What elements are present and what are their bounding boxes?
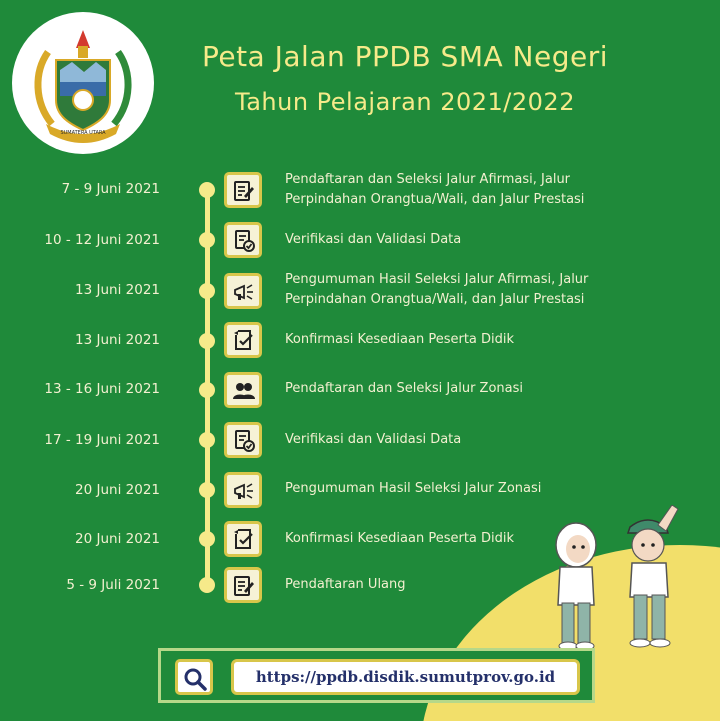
megaphone-icon — [232, 479, 258, 503]
timeline-description — [285, 170, 685, 210]
timeline-icon-box — [224, 273, 262, 309]
timeline-description — [285, 270, 685, 310]
page-title: Peta Jalan PPDB SMA Negeri — [201, 40, 609, 73]
timeline-description-line: Pendaftaran dan Seleksi Jalur Zonasi — [285, 381, 523, 396]
timeline-date: 13 Juni 2021 — [75, 282, 160, 298]
timeline-description — [285, 330, 685, 350]
timeline-date: 17 - 19 Juni 2021 — [44, 432, 160, 448]
timeline-date: 13 Juni 2021 — [75, 332, 160, 348]
timeline-date: 20 Juni 2021 — [75, 531, 160, 547]
timeline-description-line: Pendaftaran dan Seleksi Jalur Afirmasi, Jalur — [285, 172, 571, 187]
timeline-date: 5 - 9 Juli 2021 — [66, 577, 160, 593]
url-bar — [158, 648, 595, 703]
users-icon — [232, 379, 256, 403]
page-subtitle: Tahun Pelajaran 2021/2022 — [235, 88, 575, 116]
timeline-dot — [199, 531, 215, 547]
search-button[interactable] — [175, 659, 213, 695]
timeline-date: 7 - 9 Juni 2021 — [61, 181, 160, 197]
timeline-description — [285, 479, 685, 499]
verify-document-icon — [232, 229, 256, 253]
timeline-icon-box — [224, 222, 262, 258]
search-icon — [183, 667, 207, 691]
timeline-description-line: Konfirmasi Kesediaan Peserta Didik — [285, 332, 515, 347]
timeline-description-line: Pendaftaran Ulang — [285, 577, 406, 592]
timeline-icon-box — [224, 322, 262, 358]
timeline-description — [285, 430, 685, 450]
crest-ribbon-text: SUMATERA UTARA — [60, 130, 106, 136]
timeline-icon-box — [224, 422, 262, 458]
timeline-date: 13 - 16 Juni 2021 — [44, 381, 160, 397]
timeline-dot — [199, 232, 215, 248]
timeline-icon-box — [224, 521, 262, 557]
timeline-dot — [199, 333, 215, 349]
timeline-icon-box — [224, 567, 262, 603]
timeline-dot — [199, 283, 215, 299]
timeline-description-line: Konfirmasi Kesediaan Peserta Didik — [285, 531, 515, 546]
timeline-date: 10 - 12 Juni 2021 — [44, 232, 160, 248]
timeline-dot — [199, 432, 215, 448]
timeline-description-line: Verifikasi dan Validasi Data — [285, 432, 462, 447]
timeline-dot — [199, 182, 215, 198]
timeline-icon-box — [224, 372, 262, 408]
timeline-icon-box — [224, 472, 262, 508]
timeline-description-line: Verifikasi dan Validasi Data — [285, 232, 462, 247]
timeline-icon-box — [224, 172, 262, 208]
verify-document-icon — [232, 429, 256, 453]
timeline-dot — [199, 577, 215, 593]
students-illustration — [548, 505, 698, 655]
timeline-description — [285, 379, 685, 399]
timeline-dot — [199, 482, 215, 498]
edit-document-icon — [232, 574, 256, 598]
timeline-description-line: Perpindahan Orangtua/Wali, dan Jalur Prestasi — [285, 292, 585, 307]
megaphone-icon — [232, 280, 258, 304]
edit-document-icon — [232, 179, 256, 203]
confirm-check-icon — [232, 528, 256, 552]
url-field[interactable] — [231, 659, 580, 695]
timeline-dot — [199, 382, 215, 398]
confirm-check-icon — [232, 329, 256, 353]
timeline-description-line: Pengumuman Hasil Seleksi Jalur Afirmasi, Jalur — [285, 272, 589, 287]
url-text[interactable]: https://ppdb.disdik.sumutprov.go.id — [255, 668, 556, 686]
timeline-description — [285, 230, 685, 250]
timeline-date: 20 Juni 2021 — [75, 482, 160, 498]
timeline-description-line: Pengumuman Hasil Seleksi Jalur Zonasi — [285, 481, 542, 496]
timeline-description-line: Perpindahan Orangtua/Wali, dan Jalur Prestasi — [285, 192, 585, 207]
